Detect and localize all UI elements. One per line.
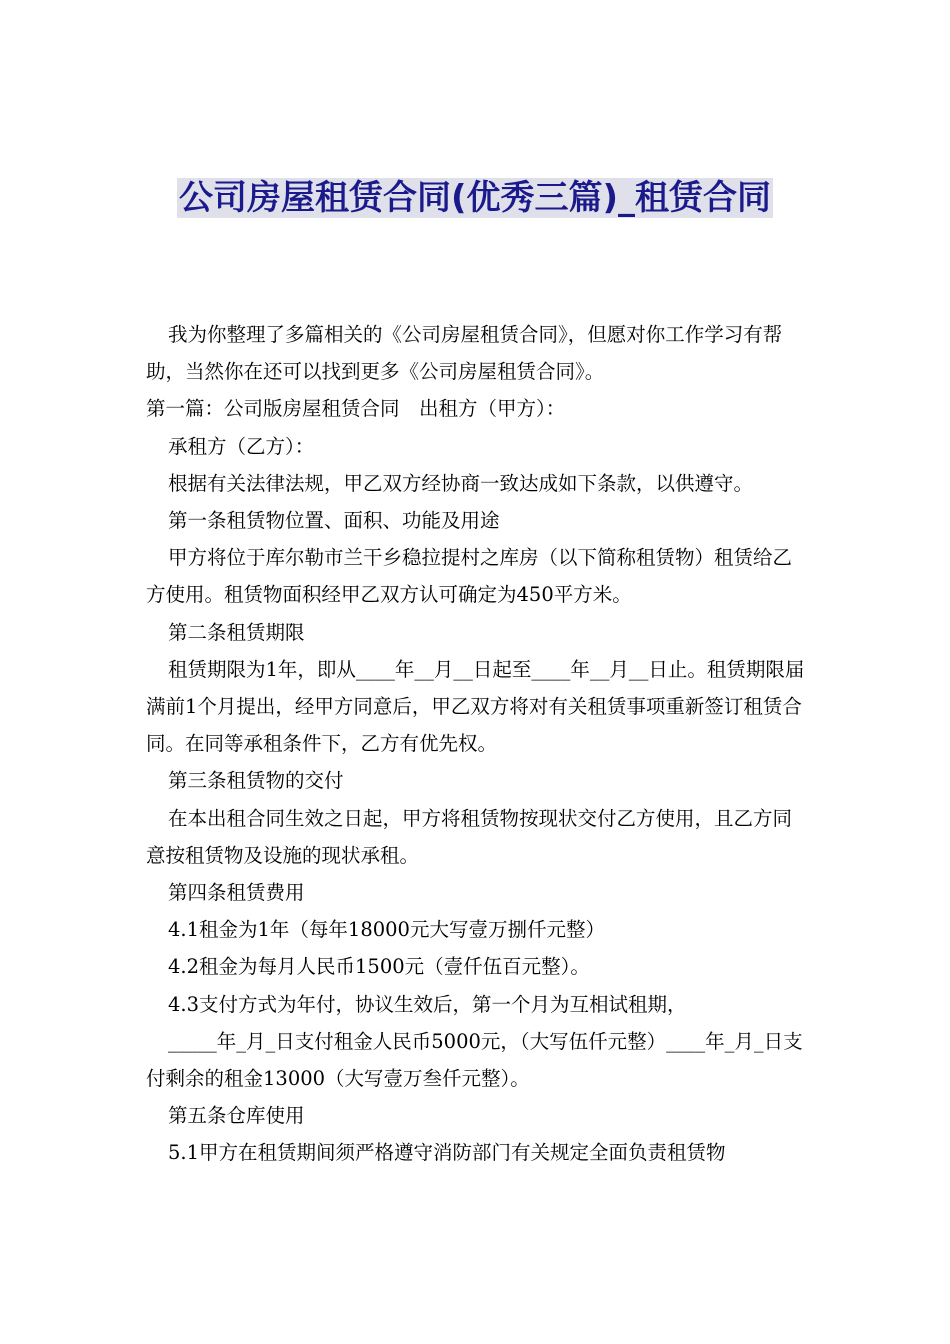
paragraph: 根据有关法律法规，甲乙双方经协商一致达成如下条款，以供遵守。 xyxy=(168,471,754,495)
paragraph: _____年_月_日支付租金人民币5000元，（大写伍仟元整）____年_月_日支付剩余的租金13000（大写壹万叁仟元整）。 xyxy=(146,1029,803,1091)
paragraph: 第一篇：公司版房屋租赁合同 出租方（甲方）： xyxy=(146,397,566,421)
paragraph: 租赁期限为1年，即从____年__月__日起至____年__月__日止。租赁期限届满前1个月提出，经甲方同意后，甲乙双方将对有关租赁事项重新签订租赁合同。在同等承租条件下，乙方有优先权。 xyxy=(146,657,805,756)
paragraph: 第一条租赁物位置、面积、功能及用途 xyxy=(168,509,500,533)
document-title-text: 公司房屋租赁合同(优秀三篇)_租赁合同 xyxy=(178,178,772,218)
paragraph: 我为你整理了多篇相关的《公司房屋租赁合同》，但愿对你工作学习有帮助，当然你在还可以找到更多《公司房屋租赁合同》。 xyxy=(146,323,783,384)
paragraph: 在本出租合同生效之日起，甲方将租赁物按现状交付乙方使用，且乙方同意按租赁物及设施的现状承租。 xyxy=(146,806,793,867)
paragraph: 承租方（乙方）： xyxy=(168,434,315,458)
document-body xyxy=(146,316,810,1172)
paragraph: 甲方将位于库尔勒市兰干乡稳拉提村之库房（以下简称租赁物）租赁给乙方使用。租赁物面积经甲乙双方认可确定为450平方米。 xyxy=(146,546,793,607)
paragraph: 4.2租金为每月人民币1500元（壹仟伍百元整）。 xyxy=(168,955,590,979)
paragraph: 第五条仓库使用 xyxy=(168,1104,305,1128)
document-title xyxy=(140,172,810,224)
paragraph: 第四条租赁费用 xyxy=(168,881,305,905)
paragraph: 4.1租金为1年（每年18000元大写壹万捌仟元整） xyxy=(168,918,605,942)
paragraph: 第三条租赁物的交付 xyxy=(168,769,344,793)
paragraph: 第二条租赁期限 xyxy=(168,620,305,644)
paragraph: 5.1甲方在租赁期间须严格遵守消防部门有关规定全面负责租赁物 xyxy=(168,1141,726,1165)
paragraph: 4.3支付方式为年付，协议生效后，第一个月为互相试租期， xyxy=(168,992,687,1016)
